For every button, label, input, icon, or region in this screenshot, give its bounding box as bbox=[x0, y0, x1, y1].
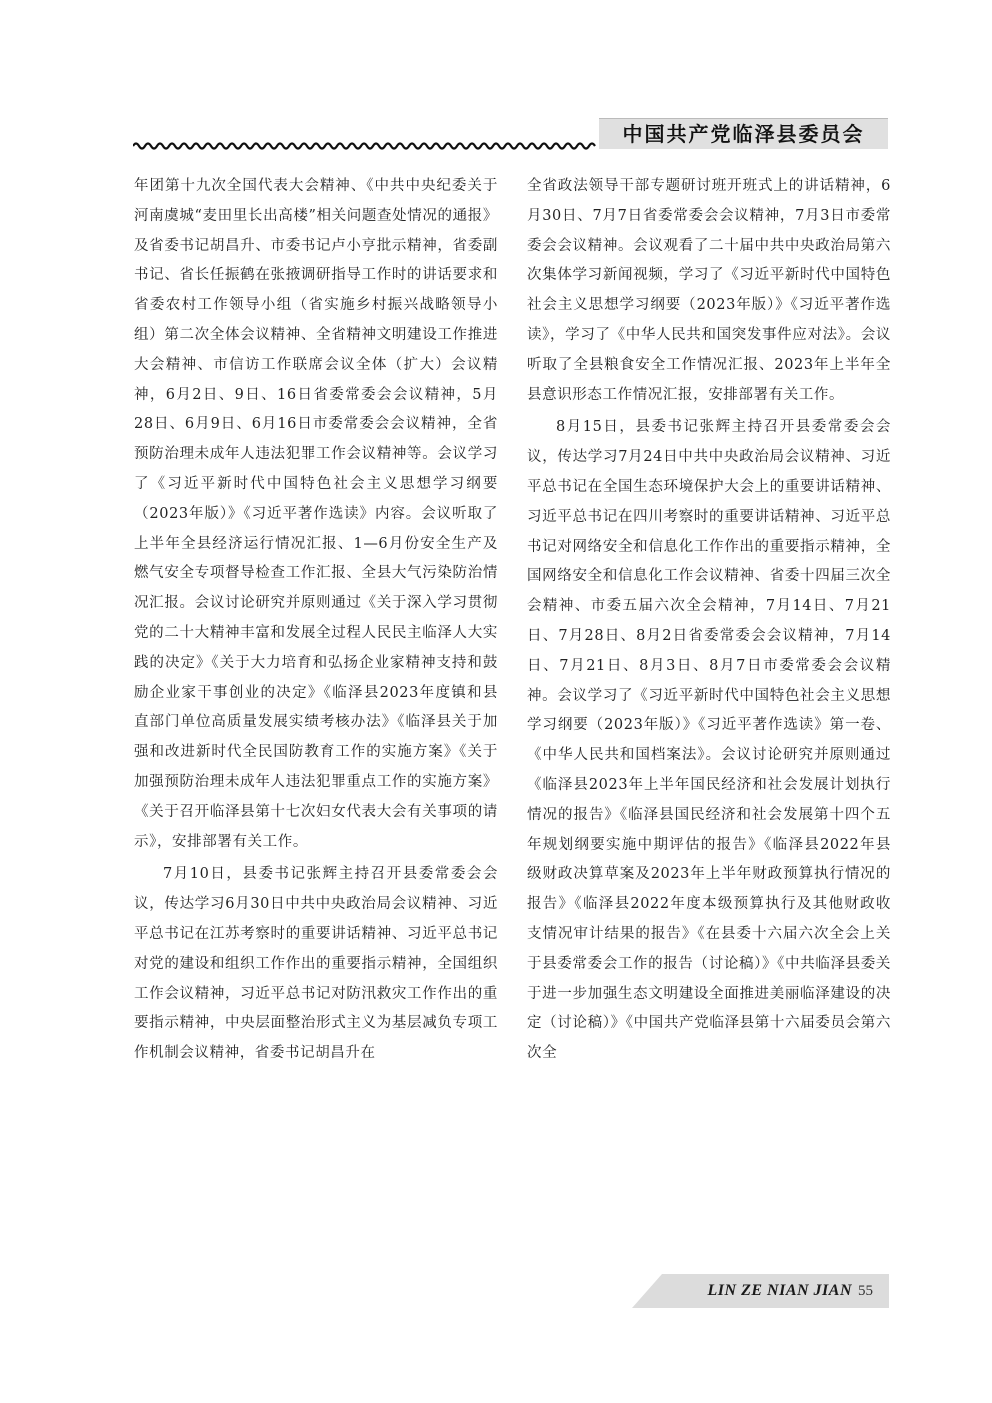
body-paragraph: 7月10日，县委书记张辉主持召开县委常委会会议，传达学习6月30日中共中央政治局会议精神、习近平总书记在江苏考察时的重要讲话精神、习近平总书记对党的建设和组织工作作出的重要指示精神，全国组织工作会议精神，习近平总书记对防汛救灾工作作出的重要指示精神，中央层面整治形式主义为基层减负专项工作机制会议精神，省委书记胡昌升在 bbox=[134, 866, 498, 1062]
footer-publication-name: LIN ZE NIAN JIAN bbox=[707, 1282, 852, 1299]
body-paragraph: 全省政法领导干部专题研讨班开班式上的讲话精神，6月30日、7月7日省委常委会会议精神，7月3日市委常委会会议精神。会议观看了二十届中共中央政治局第六次集体学习新闻视频，学习了《习近平新时代中国特色社会主义思想学习纲要（2023年版）》《习近平著作选读》，学习了《中华人民共和国突发事件应对法》。会议听取了全县粮食安全工作情况汇报、2023年上半年全县意识形态工作情况汇报，安排部署有关工作。 bbox=[527, 178, 891, 403]
left-column bbox=[134, 172, 498, 1069]
page-number: 55 bbox=[858, 1283, 873, 1299]
body-paragraph: 年团第十九次全国代表大会精神、《中共中央纪委关于河南虞城“麦田里长出高楼”相关问题查处情况的通报》及省委书记胡昌升、市委书记卢小亨批示精神，省委副书记、省长任振鹤在张掖调研指导工作时的讲话要求和省委农村工作领导小组（省实施乡村振兴战略领导小组）第二次全体会议精神、全省精神文明建设工作推进大会精神、市信访工作联席会议全体（扩大）会议精神，6月2日、9日、16日省委常委会会议精神，5月28日、6月9日、6月16日市委常委会会议精神，全省预防治理未成年人违法犯罪工作会议精神等。会议学习了《习近平新时代中国特色社会主义思想学习纲要（2023年版）》《习近平著作选读》内容。会议听取了上半年全县经济运行情况汇报、1—6月份安全生产及燃气安全专项督导检查工作汇报、全县大气污染防治情况汇报。会议讨论研究并原则通过《关于深入学习贯彻党的二十大精神丰富和发展全过程人民民主临泽人大实践的决定》《关于大力培育和弘扬企业家精神支持和鼓励企业家干事创业的决定》《临泽县2023年度镇和县直部门单位高质量发展实绩考核办法》《临泽县关于加强和改进新时代全民国防教育工作的实施方案》《关于加强预防治理未成年人违法犯罪重点工作的实施方案》《关于召开临泽县第十七次妇女代表大会有关事项的请示》，安排部署有关工作。 bbox=[134, 178, 498, 850]
body-paragraph: 8月15日，县委书记张辉主持召开县委常委会会议，传达学习7月24日中共中央政治局会议精神、习近平总书记在全国生态环境保护大会上的重要讲话精神、习近平总书记在四川考察时的重要讲话精神、习近平总书记对网络安全和信息化工作作出的重要指示精神，全国网络安全和信息化工作会议精神、省委十四届三次全会精神、市委五届六次全会精神，7月14日、7月21日、7月28日、8月2日省委常委会会议精神，7月14日、7月21日、8月3日、8月7日市委常委会会议精神。会议学习了《习近平新时代中国特色社会主义思想学习纲要（2023年版）》《习近平著作选读》第一卷、《中华人民共和国档案法》。会议讨论研究并原则通过《临泽县2023年上半年国民经济和社会发展计划执行情况的报告》《临泽县国民经济和社会发展第十四个五年规划纲要实施中期评估的报告》《临泽县2022年县级财政决算草案及2023年上半年财政预算执行情况的报告》《临泽县2022年度本级预算执行及其他财政收支情况审计结果的报告》《在县委十六届六次全会上关于县委常委会工作的报告（讨论稿）》《中共临泽县委关于进一步加强生态文明建设全面推进美丽临泽建设的决定（讨论稿）》《中国共产党临泽县第十六届委员会第六次全 bbox=[527, 419, 891, 1062]
running-header-title: 中国共产党临泽县委员会 bbox=[599, 118, 888, 149]
right-column bbox=[527, 172, 891, 1069]
header-wavy-rule bbox=[133, 140, 599, 152]
